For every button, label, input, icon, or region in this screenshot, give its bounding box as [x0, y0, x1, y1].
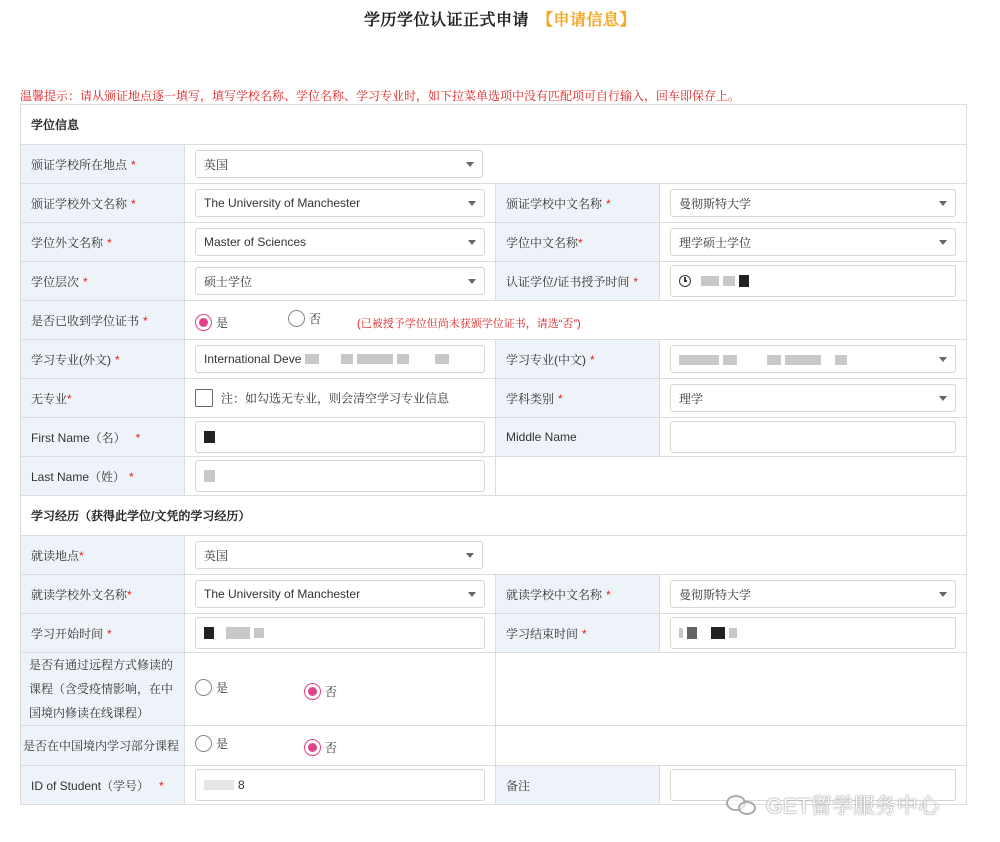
- study-location-label: 就读地点*: [21, 536, 185, 575]
- study-start-label: 学习开始时间 *: [21, 614, 185, 653]
- last-name-label: Last Name（姓） *: [21, 457, 185, 496]
- chevron-down-icon: [939, 201, 947, 206]
- degree-location-select[interactable]: 英国: [195, 150, 483, 178]
- first-name-input[interactable]: [195, 421, 485, 453]
- section-study-title: 学习经历（获得此学位/文凭的学习经历）: [21, 496, 967, 536]
- chevron-down-icon: [468, 279, 476, 284]
- chevron-down-icon: [468, 201, 476, 206]
- page-title-tag: 【申请信息】: [537, 12, 637, 29]
- chevron-down-icon: [466, 553, 474, 558]
- study-school-cn-label: 就读学校中文名称 *: [496, 575, 660, 614]
- major-en-input[interactable]: International Deve: [195, 345, 485, 373]
- chevron-down-icon: [939, 592, 947, 597]
- received-no-radio[interactable]: 否: [288, 310, 321, 327]
- degree-school-en-select[interactable]: The University of Manchester: [195, 189, 485, 217]
- degree-name-en-select[interactable]: Master of Sciences: [195, 228, 485, 256]
- chevron-down-icon: [466, 162, 474, 167]
- wechat-icon: [726, 793, 758, 817]
- no-major-note: 注：如勾选无专业，则会清空学习专业信息: [221, 391, 450, 406]
- watermark: GET留学服务中心: [726, 790, 940, 820]
- china-yes-radio[interactable]: 是: [195, 735, 228, 752]
- page-title: 学历学位认证正式申请 【申请信息】: [363, 12, 637, 29]
- degree-level-select[interactable]: 硕士学位: [195, 267, 485, 295]
- study-school-en-select[interactable]: The University of Manchester: [195, 580, 485, 608]
- remote-no-radio[interactable]: 否: [304, 683, 337, 700]
- no-major-checkbox[interactable]: [195, 389, 213, 407]
- major-cn-select[interactable]: [670, 345, 956, 373]
- award-time-label: 认证学位/证书授予时间 *: [496, 262, 660, 301]
- degree-name-cn-select[interactable]: 理学硕士学位: [670, 228, 956, 256]
- application-form: [20, 104, 967, 805]
- radio-unchecked-icon: [195, 735, 212, 752]
- degree-level-label: 学位层次 *: [21, 262, 185, 301]
- remark-label: 备注: [496, 766, 660, 805]
- degree-school-cn-select[interactable]: 曼彻斯特大学: [670, 189, 956, 217]
- major-cn-label: 学习专业(中文) *: [496, 340, 660, 379]
- chevron-down-icon: [468, 240, 476, 245]
- china-course-label: 是否在中国境内学习部分课程: [21, 726, 185, 766]
- study-start-input[interactable]: [195, 617, 485, 649]
- clock-icon: [679, 275, 691, 287]
- china-no-radio[interactable]: 否: [304, 739, 337, 756]
- study-school-cn-select[interactable]: 曼彻斯特大学: [670, 580, 956, 608]
- degree-name-en-label: 学位外文名称 *: [21, 223, 185, 262]
- received-yes-radio[interactable]: 是: [195, 314, 228, 331]
- major-en-label: 学习专业(外文) *: [21, 340, 185, 379]
- student-id-label: ID of Student（学号） *: [21, 766, 185, 805]
- radio-unchecked-icon: [288, 310, 305, 327]
- student-id-input[interactable]: 8: [195, 769, 485, 801]
- section-degree-title: 学位信息: [21, 105, 967, 145]
- chevron-down-icon: [468, 592, 476, 597]
- received-note: (已被授予学位但尚未获颁学位证书，请选“否”): [357, 317, 581, 330]
- received-cert-label: 是否已收到学位证书 *: [21, 301, 185, 340]
- last-name-input[interactable]: [195, 460, 485, 492]
- award-time-input[interactable]: [670, 265, 956, 297]
- middle-name-label: Middle Name: [496, 418, 660, 457]
- degree-name-cn-label: 学位中文名称*: [496, 223, 660, 262]
- middle-name-input[interactable]: [670, 421, 956, 453]
- study-end-input[interactable]: [670, 617, 956, 649]
- radio-checked-icon: [304, 739, 321, 756]
- first-name-label: First Name（名） *: [21, 418, 185, 457]
- study-location-select[interactable]: 英国: [195, 541, 483, 569]
- study-school-en-label: 就读学校外文名称*: [21, 575, 185, 614]
- chevron-down-icon: [939, 357, 947, 362]
- degree-school-cn-label: 颁证学校中文名称 *: [496, 184, 660, 223]
- remote-course-label: 是否有通过远程方式修读的课程（含受疫情影响，在中国境内修读在线课程）: [21, 653, 185, 726]
- radio-unchecked-icon: [195, 679, 212, 696]
- no-major-label: 无专业*: [21, 379, 185, 418]
- chevron-down-icon: [939, 396, 947, 401]
- remote-yes-radio[interactable]: 是: [195, 679, 228, 696]
- tip-text: 温馨提示：请从颁证地点逐一填写，填写学校名称、学位名称、学习专业时，如下拉菜单选项中没有匹配项可自行输入，回车即保存上。: [20, 89, 741, 103]
- category-select[interactable]: 理学: [670, 384, 956, 412]
- radio-checked-icon: [195, 314, 212, 331]
- degree-school-en-label: 颁证学校外文名称 *: [21, 184, 185, 223]
- degree-location-label: 颁证学校所在地点 *: [21, 145, 185, 184]
- category-label: 学科类别 *: [496, 379, 660, 418]
- radio-checked-icon: [304, 683, 321, 700]
- chevron-down-icon: [939, 240, 947, 245]
- study-end-label: 学习结束时间 *: [496, 614, 660, 653]
